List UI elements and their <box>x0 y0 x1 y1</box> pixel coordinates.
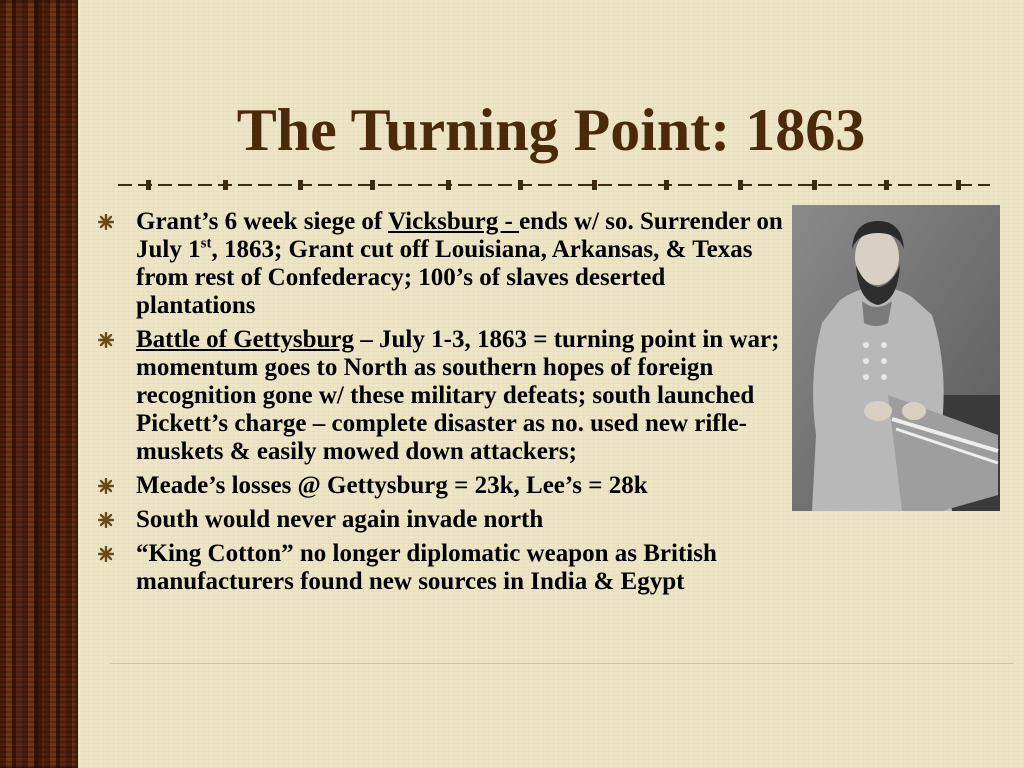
bullet-text: South would never again invade north <box>136 506 544 533</box>
asterisk-bullet-icon <box>98 478 114 494</box>
bullet-content <box>98 208 788 602</box>
superscript: st <box>200 235 212 252</box>
asterisk-bullet-icon <box>98 332 114 348</box>
sidebar-stripe <box>36 0 42 768</box>
bullet-text: , 1863; Grant cut off Louisiana, Arkansas, & Texas from rest of Confederacy; 100’s of slaves deserted plantations <box>136 236 753 319</box>
title-divider <box>118 176 990 194</box>
vicksburg-link[interactable]: Vicksburg - <box>388 208 520 235</box>
bullet-item-losses <box>98 472 788 500</box>
bullet-item-south <box>98 506 788 534</box>
asterisk-bullet-icon <box>98 512 114 528</box>
portrait-photo <box>792 205 1000 511</box>
portrait-illustration <box>792 205 1000 511</box>
asterisk-bullet-icon <box>98 546 114 562</box>
slide-title: The Turning Point: 1863 <box>236 97 866 163</box>
bullet-text: “King Cotton” no longer diplomatic weapon as British manufacturers found new sources in India & Egypt <box>136 540 717 595</box>
bullet-text: Grant’s 6 week siege of <box>136 208 389 235</box>
bullet-item-king-cotton <box>98 540 788 596</box>
bullet-text: ends w/ so. Surrender on July 1 <box>136 208 783 263</box>
divider-line-graphic <box>118 176 990 194</box>
bullet-item-vicksburg <box>98 208 788 320</box>
bottom-divider <box>110 663 1014 664</box>
decorative-sidebar <box>0 0 78 768</box>
bullet-item-gettysburg <box>98 326 788 466</box>
bullet-text: – July 1-3, 1863 = turning point in war; momentum goes to North as southern hopes of foreign recognition gone w/ these military defeats; south launched Pickett’s charge – complete disaster as no. used new rifle-muskets & easily mowed down attackers; <box>136 326 780 465</box>
gettysburg-link[interactable]: Battle of Gettysburg <box>136 326 355 353</box>
bullet-text: Meade’s losses @ Gettysburg = 23k, Lee’s = 28k <box>136 472 648 499</box>
asterisk-bullet-icon <box>98 214 114 230</box>
bullet-list <box>98 208 788 596</box>
